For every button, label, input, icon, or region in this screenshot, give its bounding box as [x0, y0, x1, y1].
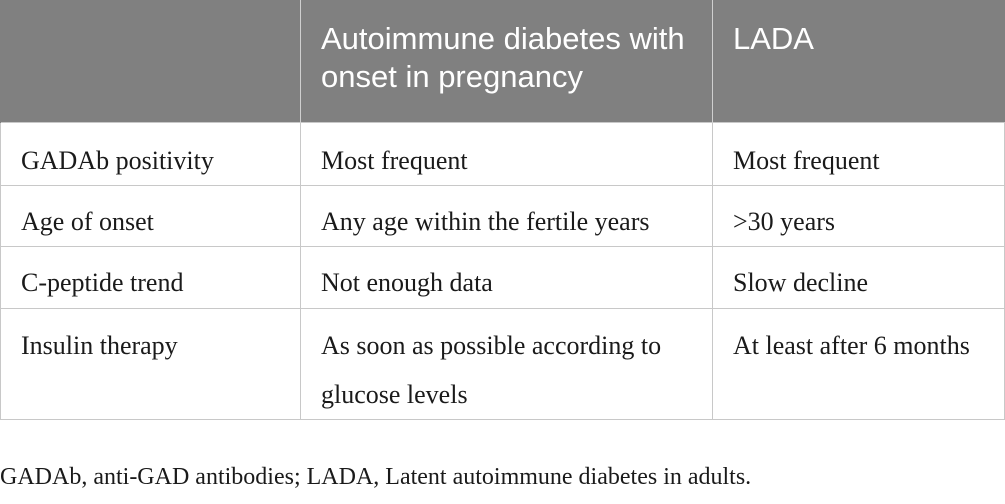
table-footnote: GADAb, anti-GAD antibodies; LADA, Latent autoimmune diabetes in adults.: [0, 464, 752, 490]
table-row: [1, 122, 1005, 185]
row-value-pregnancy: Any age within the fertile years: [301, 185, 713, 246]
row-value-pregnancy: Most frequent: [301, 122, 713, 185]
header-row: [1, 0, 1005, 122]
table-body: [1, 122, 1005, 419]
table-header: [1, 0, 1005, 122]
row-value-lada: Most frequent: [713, 122, 1005, 185]
row-label: Age of onset: [1, 185, 301, 246]
table-row: [1, 185, 1005, 246]
row-label: GADAb positivity: [1, 122, 301, 185]
row-label: C-peptide trend: [1, 246, 301, 308]
table-row: [1, 246, 1005, 308]
row-value-pregnancy: Not enough data: [301, 246, 713, 308]
header-cell-empty: [1, 0, 301, 122]
table-row: [1, 308, 1005, 419]
header-cell-pregnancy-onset: Autoimmune diabetes with onset in pregnancy: [301, 0, 713, 122]
row-value-lada: >30 years: [713, 185, 1005, 246]
header-cell-lada: LADA: [713, 0, 1005, 122]
row-label: Insulin therapy: [1, 308, 301, 419]
row-value-pregnancy: As soon as possible according to glucose levels: [301, 308, 713, 419]
row-value-lada: Slow decline: [713, 246, 1005, 308]
row-value-lada: At least after 6 months: [713, 308, 1005, 419]
